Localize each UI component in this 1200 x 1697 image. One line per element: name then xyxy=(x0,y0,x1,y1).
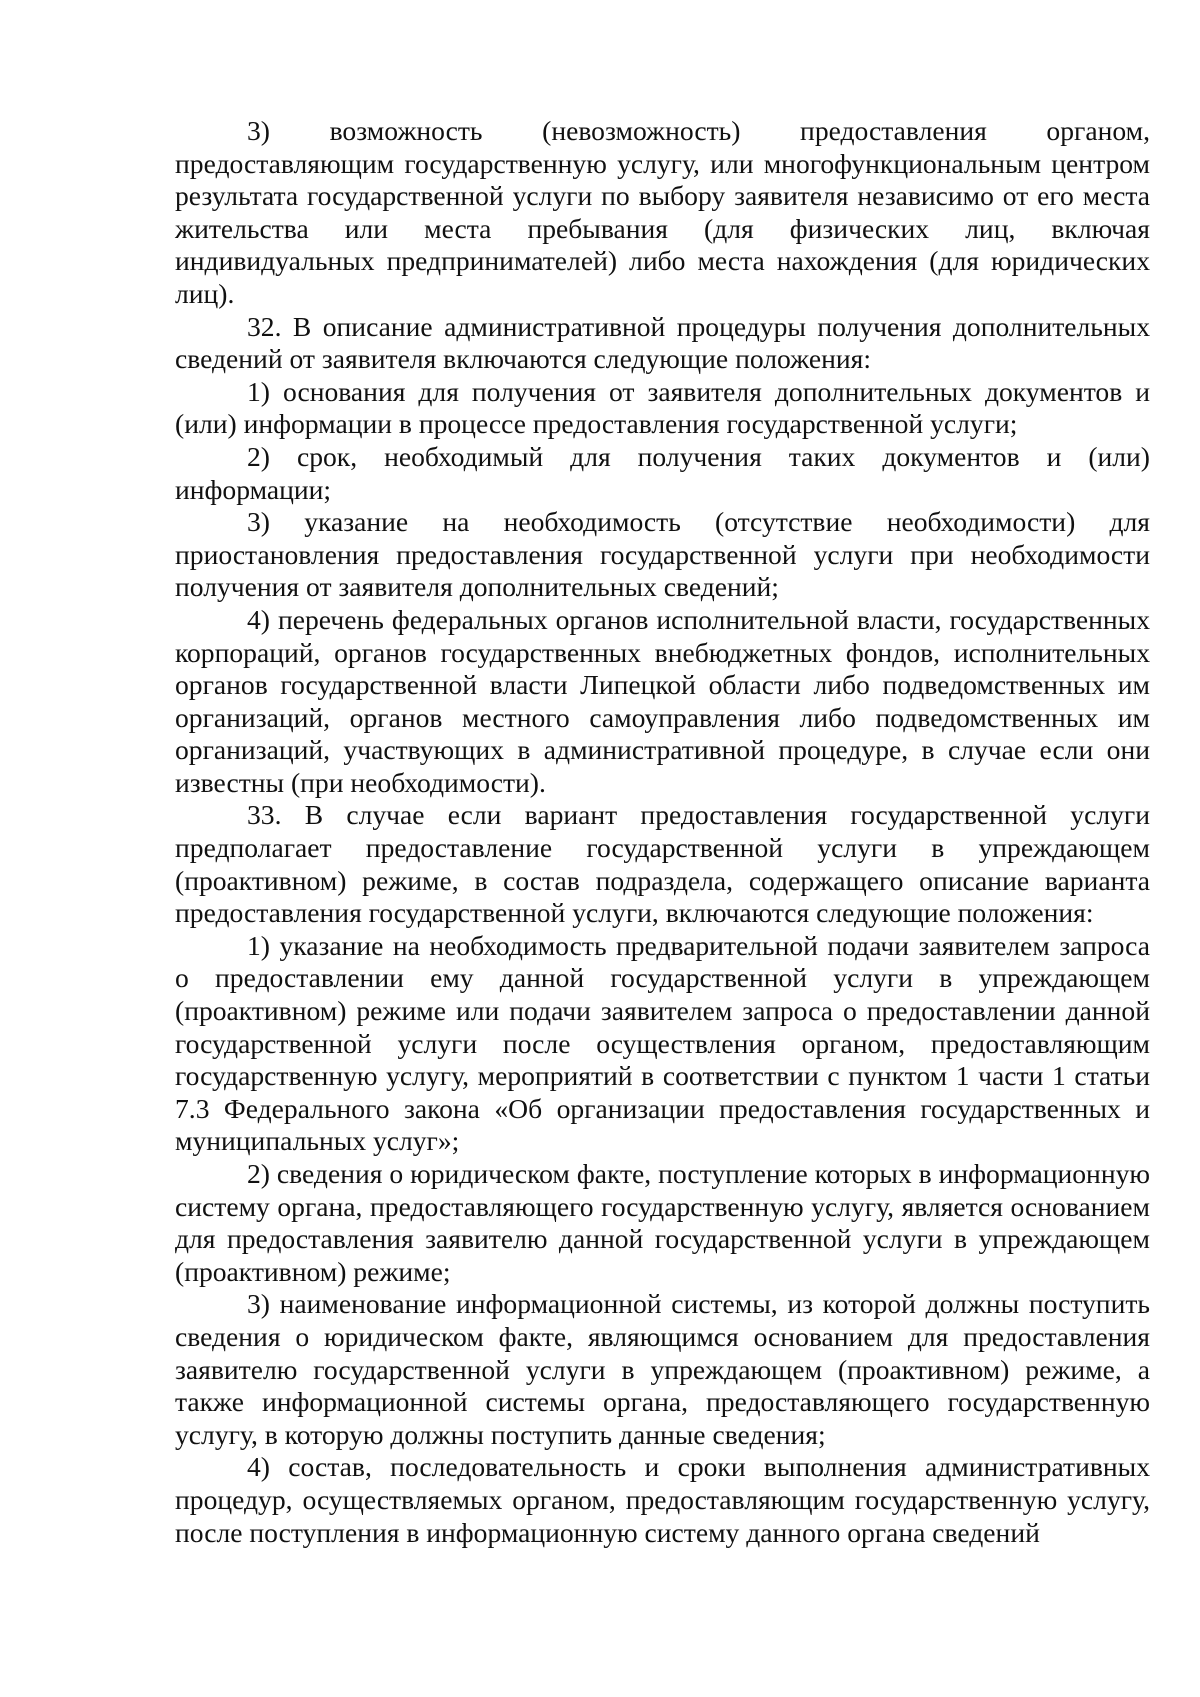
paragraph-item-1-proactive-request: 1) указание на необходимость предварительной подачи заявителем запроса о предоставлении ему данной государственной услуги в упреждающем (проактивном) режиме или подачи заявителем запроса о предоставлении данной государственной услуги после осуществления органом, предоставляющим государственную услугу, мероприятий в соответствии с пунктом 1 части 1 статьи 7.3 Федерального закона «Об организации предоставления государственных и муниципальных услуг»; xyxy=(175,929,1150,1157)
document-body xyxy=(175,115,1150,1549)
paragraph-item-3-information-system: 3) наименование информационной системы, из которой должны поступить сведения о юридическом факте, являющимся основанием для предоставления заявителю государственной услуги в упреждающем (проактивном) режиме, а также информационной системы органа, предоставляющего государственную услугу, в которую должны поступить данные сведения; xyxy=(175,1288,1150,1450)
paragraph-item-4-procedures: 4) состав, последовательность и сроки выполнения административных процедур, осуществляемых органом, предоставляющим государственную услугу, после поступления в информационную систему данного органа сведений xyxy=(175,1451,1150,1548)
paragraph-item-4-participants: 4) перечень федеральных органов исполнительной власти, государственных корпораций, органов государственных внебюджетных фондов, исполнительных органов государственной власти Липецкой области либо подведомственных им организаций, органов местного самоуправления либо подведомственных им организаций, участвующих в административной процедуре, в случае если они известны (при необходимости). xyxy=(175,603,1150,798)
paragraph-item-2-legal-fact: 2) сведения о юридическом факте, поступление которых в информационную систему органа, предоставляющего государственную услугу, является основанием для предоставления заявителю данной государственной услуги в упреждающем (проактивном) режиме; xyxy=(175,1158,1150,1287)
paragraph-item-3-location-choice: 3) возможность (невозможность) предоставления органом, предоставляющим государственную услугу, или многофункциональным центром результата государственной услуги по выбору заявителя независимо от его места жительства или места пребывания (для физических лиц, включая индивидуальных предпринимателей) либо места нахождения (для юридических лиц). xyxy=(175,115,1150,309)
paragraph-clause-33: 33. В случае если вариант предоставления государственной услуги предполагает предоставление государственной услуги в упреждающем (проактивном) режиме, в состав подраздела, содержащего описание варианта предоставления государственной услуги, включаются следующие положения: xyxy=(175,799,1150,929)
paragraph-clause-32: 32. В описание административной процедуры получения дополнительных сведений от заявителя включаются следующие положения: xyxy=(175,310,1150,375)
paragraph-item-2-term: 2) срок, необходимый для получения таких документов и (или) информации; xyxy=(175,440,1150,505)
paragraph-item-1-grounds: 1) основания для получения от заявителя дополнительных документов и (или) информации в процессе предоставления государственной услуги; xyxy=(175,375,1150,440)
paragraph-item-3-suspension: 3) указание на необходимость (отсутствие необходимости) для приостановления предоставления государственной услуги при необходимости получения от заявителя дополнительных сведений; xyxy=(175,506,1150,603)
